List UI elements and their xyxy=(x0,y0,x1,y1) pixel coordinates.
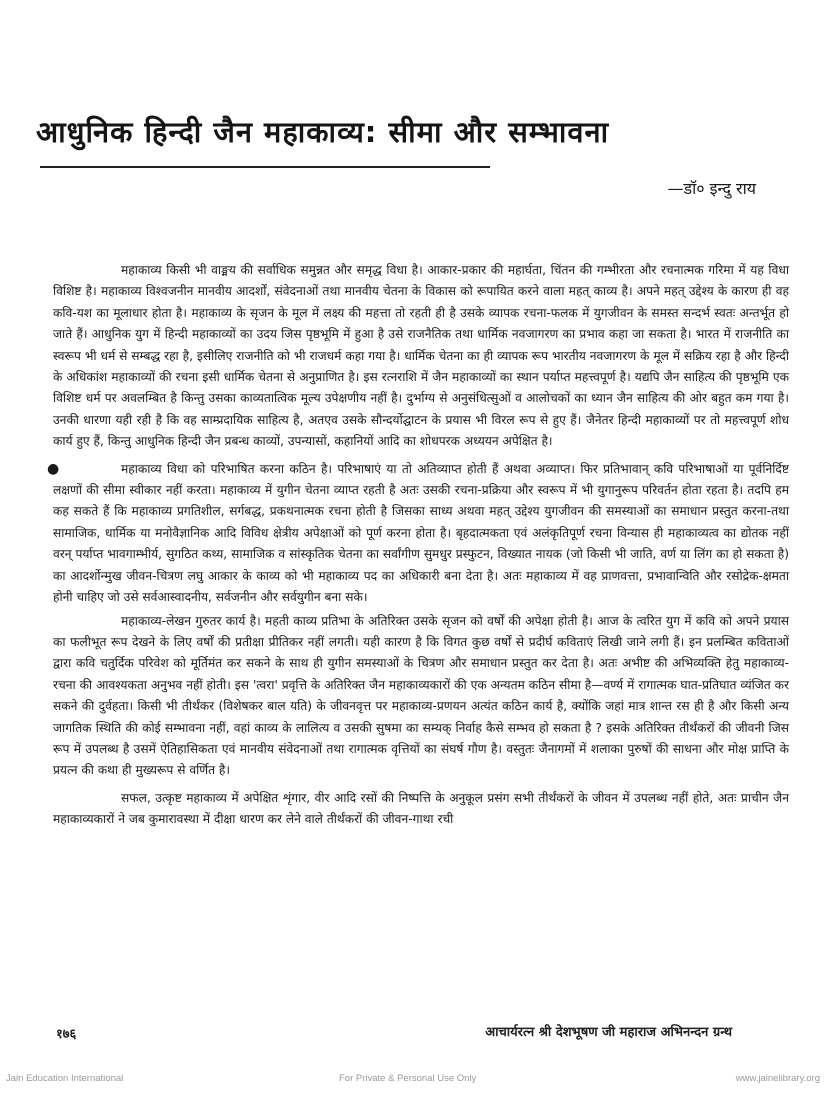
watermark-website-link[interactable]: www.jainelibrary.org xyxy=(735,1073,820,1084)
article-title: आधुनिक हिन्दी जैन महाकाव्य: सीमा और सम्भावना xyxy=(36,115,610,149)
paragraph-3: महाकाव्य-लेखन गुरुतर कार्य है। महती काव्य प्रतिभा के अतिरिक्त उसके सृजन को वर्षों की अपेक्षा होती है। आज के त्वरित युग में कवि को अपने प्रयास का फलीभूत रूप देखने के लिए वर्षों की प्रतीक्षा प्रीतिकर नहीं लगती। यही कारण है कि विगत कुछ वर्षों से प्रदीर्घ कविताएं लिखी जाने लगी हैं। इन प्रलम्बित कविताओं द्वारा कवि चतुर्दिक परिवेश को मूर्तिमंत कर सकने के साथ ही युगीन समस्याओं के चित्रण और समाधान प्रस्तुत कर देता है। अतः अभीष्ट की अभिव्यक्ति हेतु महाकाव्य-रचना की आवश्यकता अनुभव नहीं होती। इस 'त्वरा' प्रवृत्ति के अतिरिक्त जैन महाकाव्यकारों की एक अन्यतम कठिन सीमा है—वर्ण्य में रागात्मक घात-प्रतिघात व्यंजित कर सकने की दुर्वहता। किसी भी तीर्थंकर (विशेषकर बाल यति) के जीवनवृत्त पर महाकाव्य-प्रणयन अत्यंत कठिन कार्य है, क्योंकि जहां मात्र शान्त रस ही है और किसी अन्य जागतिक स्थिति की कोई सम्भावना नहीं, वहां काव्य के लालित्य व उसकी सुषमा का सम्यक् निर्वाह कैसे सम्भव हो सकता है ? इसके अतिरिक्त तीर्थंकरों की जीवनी जिस रूप में उपलब्ध है उसमें ऐतिहासिकता एवं मानवीय संवेदनाओं तथा रागात्मक वृत्तियों का संघर्ष गौण है। वस्तुतः जैनागमों में शलाका पुरुषों की साधना और मोक्ष प्राप्ति के प्रयत्न की कथा ही मुख्यरूप से वर्णित है। xyxy=(53,613,789,778)
paragraph-1: महाकाव्य किसी भी वाङ्मय की सर्वाधिक समुन्नत और समृद्ध विधा है। आकार-प्रकार की महार्घता, चिंतन की गम्भीरता और रचनात्मक गरिमा में यह विधा विशिष्ट है। महाकाव्य विश्वजनीन मानवीय आदर्शों, संवेदनाओं तथा मानवीय चेतना के विकास को रूपायित करने वाला महत् काव्य है। अपने महत् उद्देश्य के कारण ही वह कवि-यश का मूलाधार होता है। महाकाव्य के सृजन के मूल में लक्ष्य की महत्ता तो रहती ही है उसके व्यापक रचना-फलक में युगजीवन के समस्त सन्दर्भ स्वतः अन्तर्भूत हो जाते हैं। आधुनिक युग में हिन्दी महाकाव्यों का उदय जिस पृष्ठभूमि में हुआ है उसे राजनैतिक तथा धार्मिक नवजागरण का प्रभाव कहा जा सकता है। भारत में राजनीति का स्वरूप भी धर्म से सम्बद्ध रहा है, इसीलिए राजनीति को भी राजधर्म कहा गया है। धार्मिक चेतना का ही व्यापक रूप भारतीय नवजागरण के मूल में सक्रिय रहा है और हिन्दी के अधिकांश महाकाव्यों की रचना इसी धार्मिक चेतना से अनुप्राणित है। इस रत्नराशि में जैन महाकाव्यों का स्थान पर्याप्त महत्त्वपूर्ण है। यद्यपि जैन साहित्य की पृष्ठभूमि एक विशिष्ट धर्म पर अवलम्बित है किन्तु उसका काव्यतात्विक मूल्य उपेक्षणीय नहीं है। दुर्भाग्य से अनुसंधित्सुओं व आलोचकों का ध्यान जैन साहित्य की ओर बहुत कम गया है। उनकी धारणा यही रही है कि वह साम्प्रदायिक साहित्य है, अतएव उसके सौन्दर्योद्घाटन के प्रयास भी विरल रूप से हुए हैं। जैनेतर हिन्दी महाकाव्यों पर तो महत्त्वपूर्ण शोध कार्य हुए हैं, किन्तु आधुनिक हिन्दी जैन प्रबन्ध काव्यों, उपन्यासों, कहानियों आदि का शोधपरक अध्ययन अपेक्षित है। xyxy=(53,263,789,449)
bullet-dot-icon: ● xyxy=(47,460,60,477)
paragraph-2 xyxy=(47,459,789,609)
paragraph-2-text: महाकाव्य विधा को परिभाषित करना कठिन है। परिभाषाएं या तो अतिव्याप्त होती हैं अथवा अव्याप्त। फिर प्रतिभावान् कवि परिभाषाओं या पूर्वनिर्दिष्ट लक्षणों की सीमा स्वीकार नहीं करता। महाकाव्य में युगीन चेतना व्याप्त रहती है अतः उसकी रचना-प्रक्रिया और स्वरूप में भी युगानुरूप परिवर्तन होता रहता है। तदपि हम कह सकते हैं कि महाकाव्य प्रगतिशील, सर्गबद्ध, प्रकथनात्मक रचना होती है जिसका साध्य अथवा महत् उद्देश्य युगजीवन की समस्याओं का समाधान प्रस्तुत करना-तथा सामाजिक, धार्मिक या मनोवैज्ञानिक आदि विविध क्षेत्रीय अपेक्षाओं को पूर्ण करना होता है। बृहदात्मकता एवं अलंकृतिपूर्ण रचना विन्यास ही महाकाव्यत्व का द्योतक नहीं वरन् पर्याप्त भावगाम्भीर्य, सुगठित कथ्य, सामाजिक व सांस्कृतिक चेतना का सर्वांगीण सुमधुर प्रस्फुटन, विख्यात नायक (जो किसी भी जाति, वर्ण या लिंग का हो सकता है) का आदर्शोन्मुख जीवन-चित्रण लघु आकार के काव्य को भी महाकाव्य पद का अधिकारी बना देता है। अतः महाकाव्य में वह प्राणवत्ता, प्रभावान्विति और रसोद्रेक-क्षमता होनी चाहिए जो उसे सर्वआस्वादनीय, सर्वजनीन और सर्वयुगीन बना सके। xyxy=(53,461,789,605)
article-body xyxy=(47,260,789,833)
book-title-footer: आचार्यरत्न श्री देशभूषण जी महाराज अभिनन्दन ग्रन्थ xyxy=(485,1025,732,1040)
page-number: १७६ xyxy=(56,1027,77,1042)
watermark-usage-notice: For Private & Personal Use Only xyxy=(339,1073,477,1084)
author-byline: —डॉ० इन्दु राय xyxy=(667,179,756,198)
watermark-publisher: Jain Education International xyxy=(6,1073,124,1084)
paragraph-4: सफल, उत्कृष्ट महाकाव्य में अपेक्षित शृंगार, वीर आदि रसों की निष्पत्ति के अनुकूल प्रसंग सभी तीर्थंकरों के जीवन में उपलब्ध नहीं होते, अतः प्राचीन जैन महाकाव्यकारों ने जब कुमारावस्था में दीक्षा धारण कर लेने वाले तीर्थंकरों की जीवन-गाथा रची xyxy=(53,790,789,827)
title-rule-divider xyxy=(40,166,490,168)
